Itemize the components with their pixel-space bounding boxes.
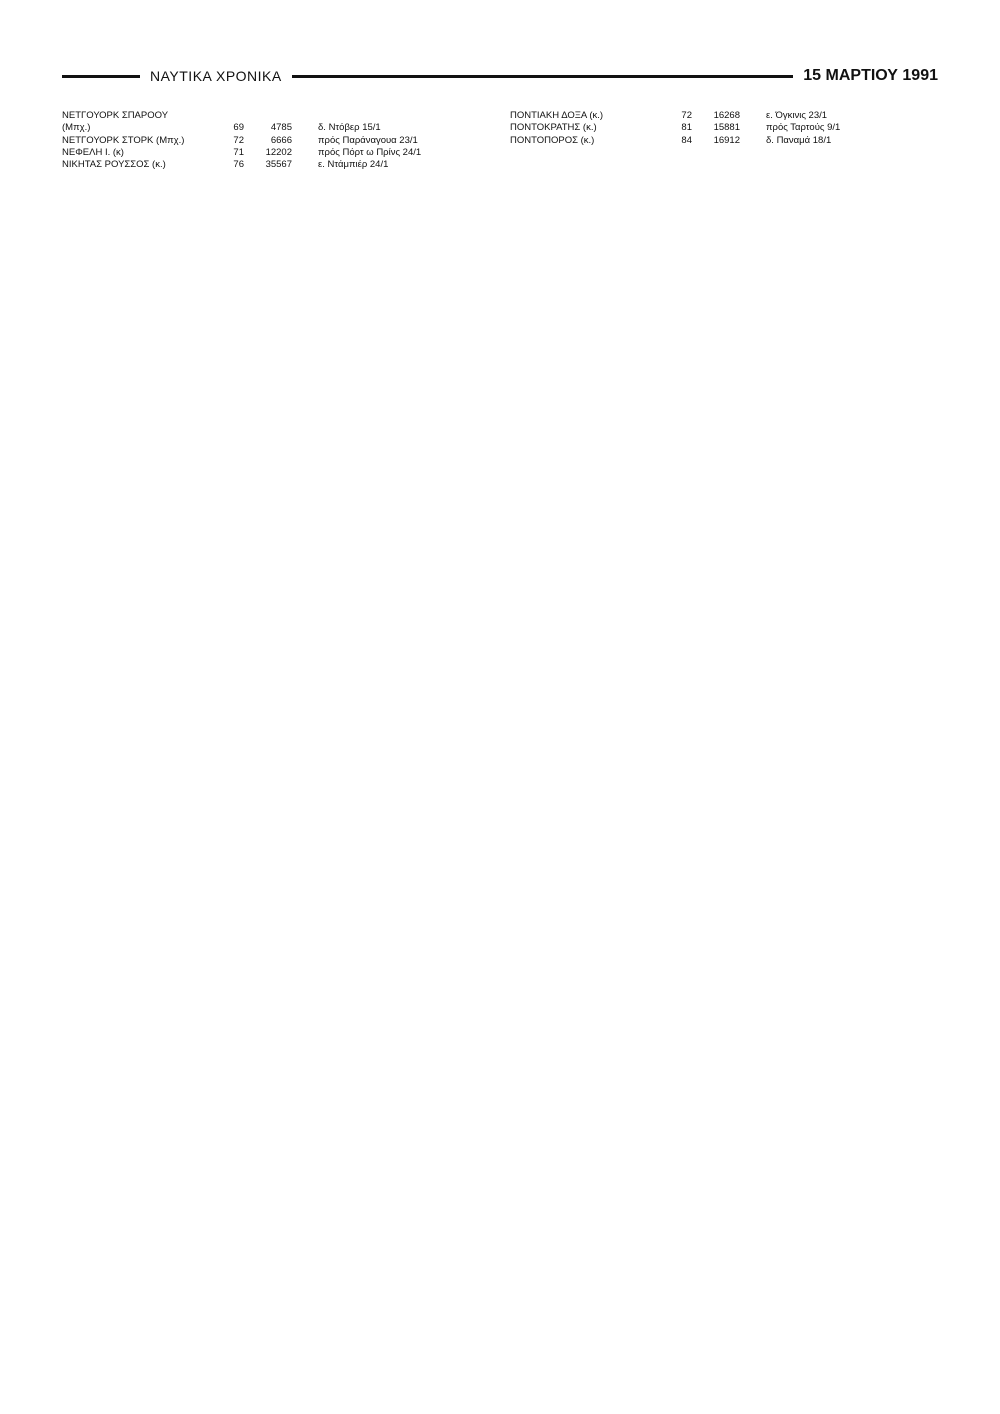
issue-date: 15 ΜΑΡΤΙΟΥ 1991	[803, 67, 938, 84]
tonnage: 16912	[713, 134, 740, 146]
left-ship-list	[62, 110, 482, 171]
build-year: 81	[681, 122, 692, 134]
build-year: 76	[233, 159, 244, 171]
ship-name: ΝΕΤΓΟΥΟΡΚ ΣΠΑΡΟΟΥ	[62, 110, 169, 121]
ship-row	[62, 159, 482, 171]
masthead-rule-right	[292, 75, 794, 78]
ship-row	[62, 147, 482, 159]
ship-row	[510, 110, 930, 122]
masthead	[62, 64, 938, 88]
build-year: 72	[233, 134, 244, 146]
ship-name: ΝΕΦΕΛΗ Ι. (κ)	[62, 146, 124, 158]
right-ship-list	[510, 110, 930, 147]
voyage-note: δ. Παναμά 18/1	[766, 134, 832, 146]
tonnage: 4785	[270, 122, 292, 134]
masthead-rule-left	[62, 75, 140, 78]
ship-row	[510, 135, 930, 147]
tonnage: 12202	[265, 146, 292, 158]
build-year: 72	[681, 110, 692, 121]
ship-name: ΠΟΝΤΙΑΚΗ ΔΟΞΑ (κ.)	[510, 110, 604, 121]
voyage-note: δ. Ντόβερ 15/1	[318, 122, 381, 134]
build-year: 71	[233, 146, 244, 158]
ship-name: ΝΕΤΓΟΥΟΡΚ ΣΤΟΡΚ (Μπχ.)	[62, 134, 185, 146]
tonnage: 35567	[265, 159, 292, 171]
voyage-note: πρός Παράναγουα 23/1	[318, 134, 418, 146]
tonnage: 6666	[270, 134, 292, 146]
build-year	[212, 110, 250, 122]
build-year: 69	[233, 122, 244, 134]
ship-row	[62, 135, 482, 147]
voyage-note: ε. Ντάμπιέρ 24/1	[318, 159, 389, 171]
ship-row	[510, 122, 930, 134]
voyage-note	[298, 110, 482, 122]
ship-name: ΠΟΝΤΟΠΟΡΟΣ (κ.)	[510, 134, 595, 146]
ship-name: ΠΟΝΤΟΚΡΑΤΗΣ (κ.)	[510, 122, 597, 134]
tonnage: 16268	[713, 110, 740, 121]
tonnage	[250, 110, 298, 122]
tonnage: 15881	[713, 122, 740, 134]
ship-row	[62, 110, 482, 122]
voyage-note: πρός Πόρτ ω Πρίνς 24/1	[318, 146, 422, 158]
ship-name: (Μπχ.)	[62, 122, 91, 134]
voyage-note: ε. Όγκινις 23/1	[766, 110, 828, 121]
voyage-note: πρός Ταρτούς 9/1	[766, 122, 841, 134]
ship-name: ΝΙΚΗΤΑΣ ΡΟΥΣΣΟΣ (κ.)	[62, 159, 166, 171]
build-year: 84	[681, 134, 692, 146]
publication-title: ΝΑΥΤΙΚΑ ΧΡΟΝΙΚΑ	[150, 68, 282, 84]
ship-row	[62, 122, 482, 134]
